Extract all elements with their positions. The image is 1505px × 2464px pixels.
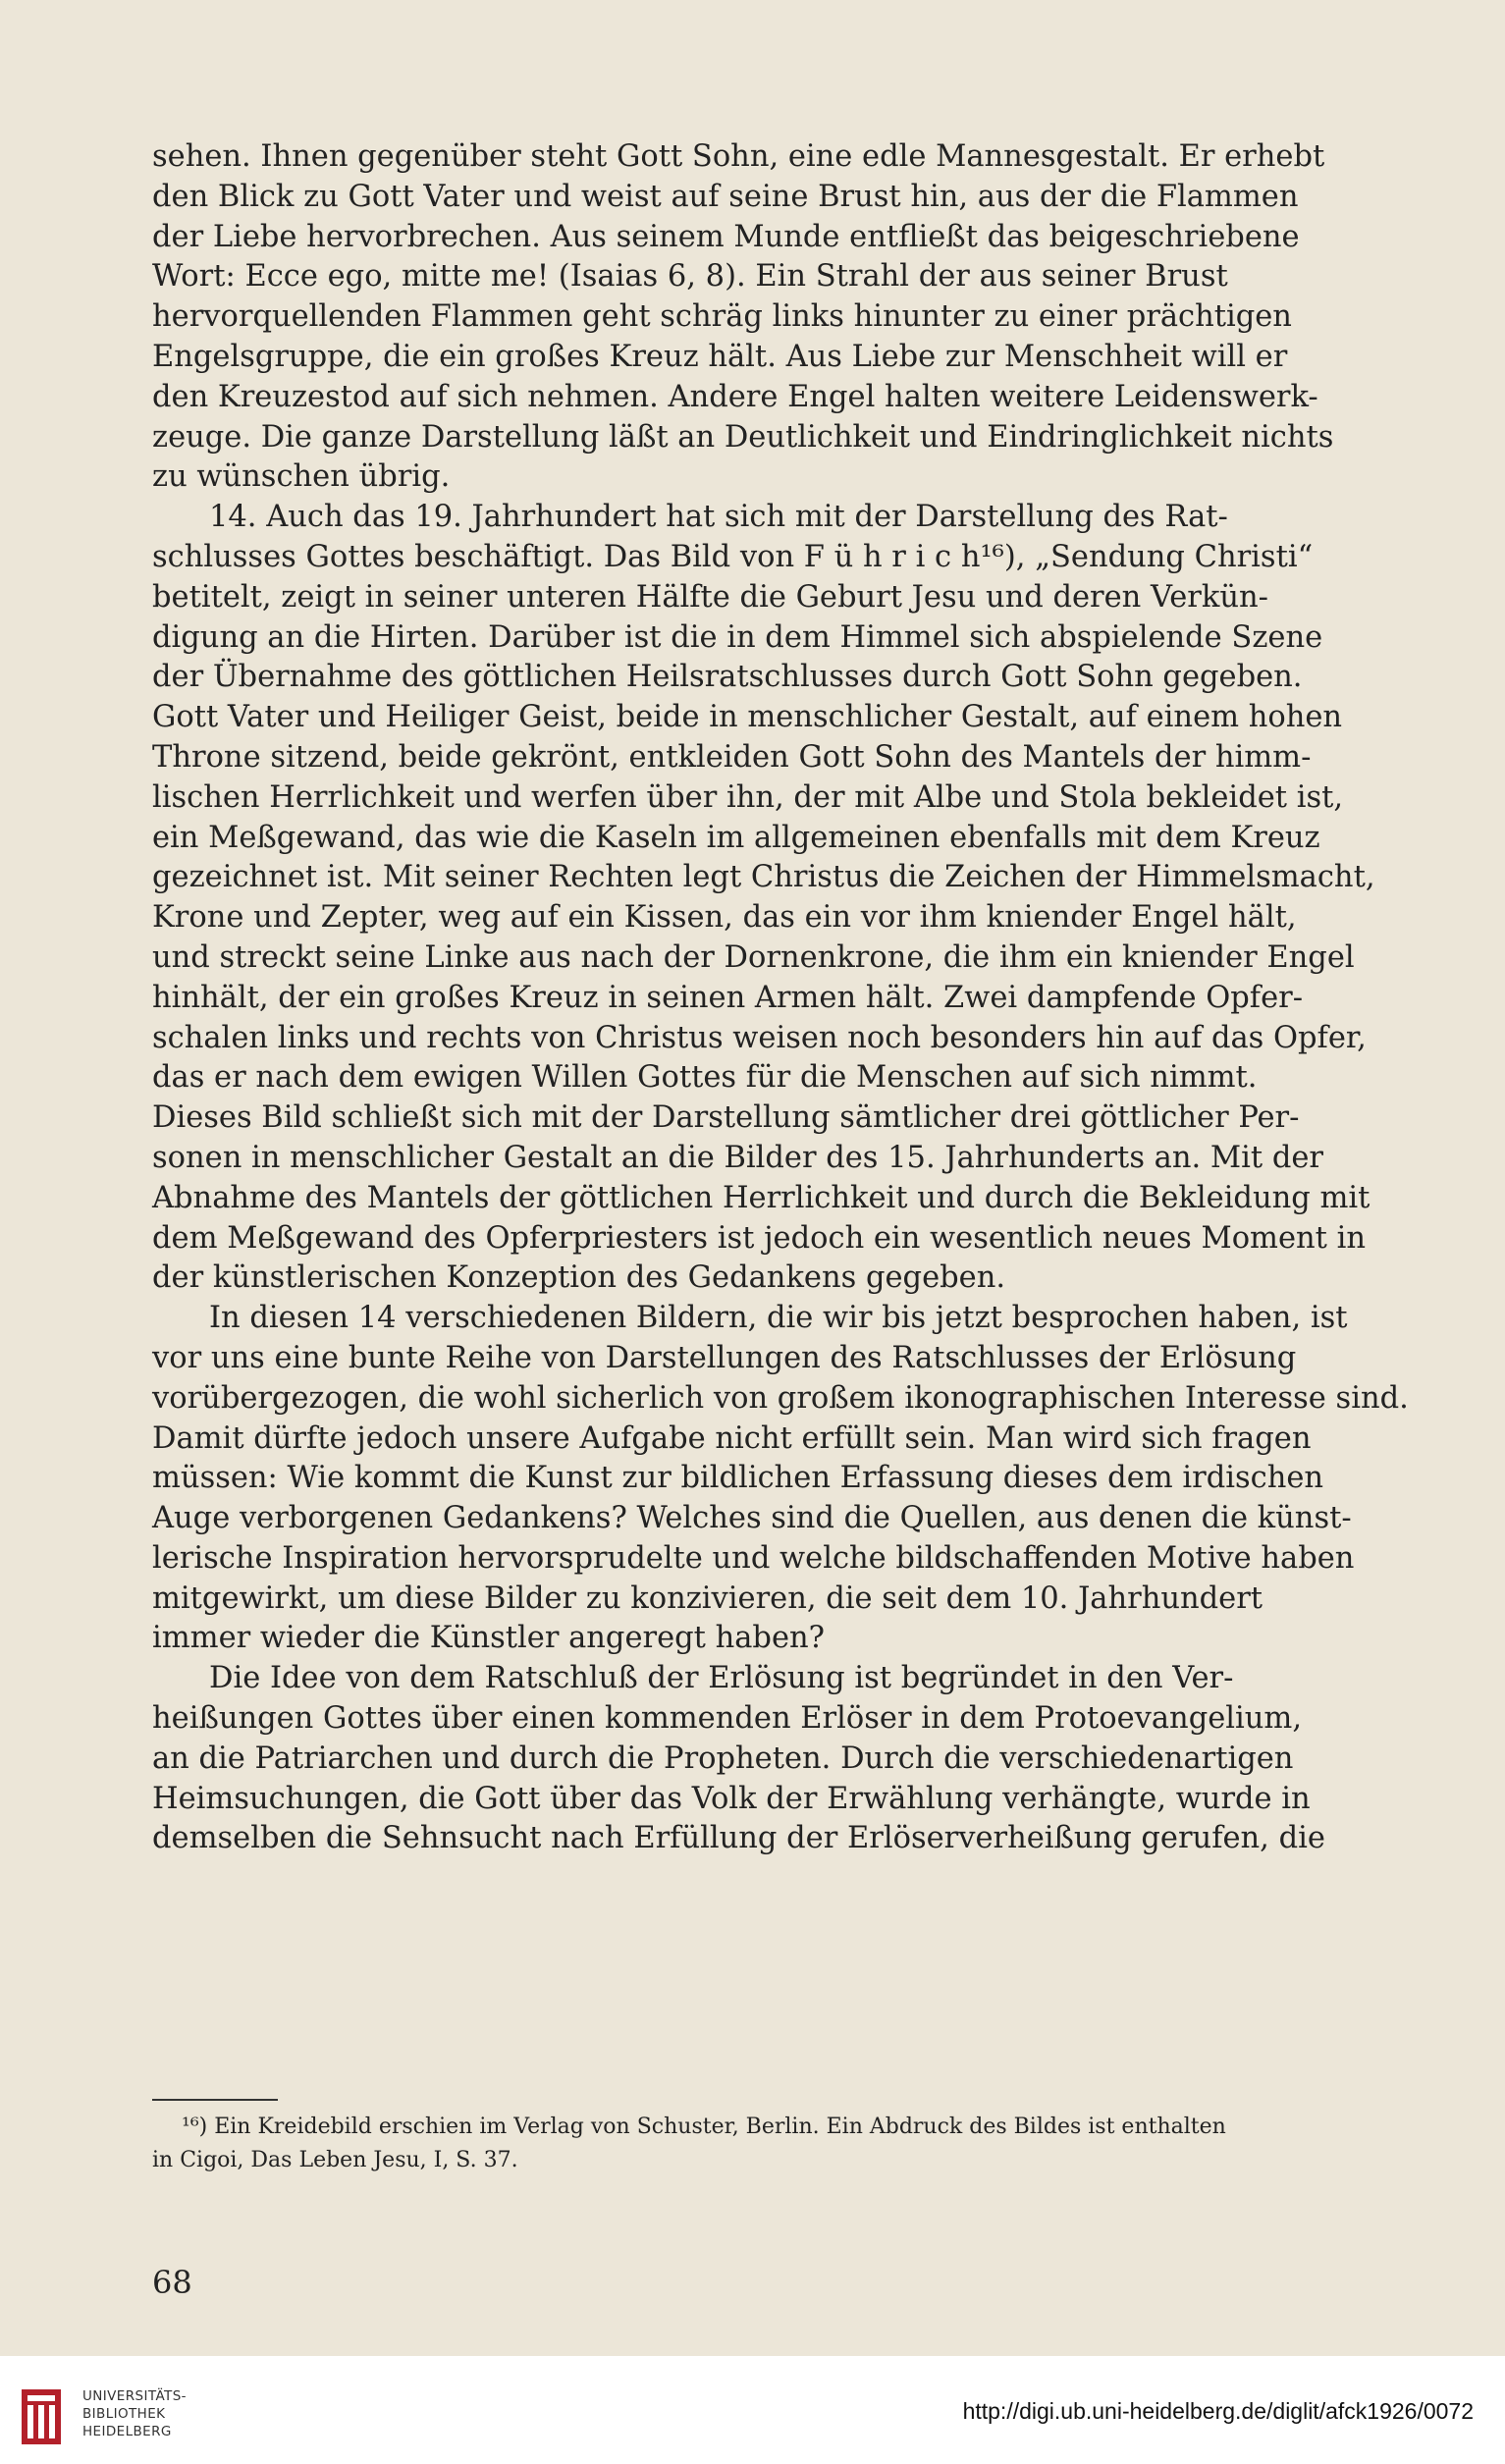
text-line: Krone und Zepter, weg auf ein Kissen, das ein vor ihm kniender Engel hält, — [152, 900, 1297, 936]
text-line: der Übernahme des göttlichen Heilsratschlusses durch Gott Sohn gegeben. — [152, 660, 1303, 695]
text-line: schalen links und rechts von Christus weisen noch besonders hin auf das Opfer, — [152, 1020, 1367, 1055]
text-line: schlusses Gottes beschäftigt. Das Bild von F ü h r i c h¹⁶), „Sendung Christi“ — [152, 539, 1314, 574]
text-line: digung an die Hirten. Darüber ist die in dem Himmel sich abspielende Szene — [152, 619, 1323, 655]
text-line: Engelsgruppe, die ein großes Kreuz hält. Aus Liebe zur Menschheit will er — [152, 339, 1288, 374]
text-line: In diesen 14 verschiedenen Bildern, die wir bis jetzt besprochen haben, ist — [209, 1301, 1348, 1336]
text-line: demselben die Sehnsucht nach Erfüllung der Erlöserverheißung gerufen, die — [152, 1821, 1325, 1856]
text-line: Damit dürfte jedoch unsere Aufgabe nicht erfüllt sein. Man wird sich fragen — [152, 1420, 1312, 1456]
text-line: Wort: Ecce ego, mitte me! (Isaias 6, 8). Ein Strahl der aus seiner Brust — [152, 259, 1228, 295]
text-line: Heimsuchungen, die Gott über das Volk der Erwählung verhängte, wurde in — [152, 1781, 1311, 1816]
university-logo-icon — [20, 2387, 63, 2446]
text-line: dem Meßgewand des Opferpriesters ist jedoch ein wesentlich neues Moment in — [152, 1220, 1367, 1256]
text-line: Die Idee von dem Ratschluß der Erlösung ist begründet in den Ver- — [209, 1661, 1234, 1696]
text-line: hinhält, der ein großes Kreuz in seinen Armen hält. Zwei dampfende Opfer- — [152, 980, 1304, 1015]
text-line: heißungen Gottes über einen kommenden Erlöser in dem Protoevangelium, — [152, 1701, 1303, 1737]
text-line: 14. Auch das 19. Jahrhundert hat sich mit der Darstellung des Rat- — [209, 500, 1228, 535]
text-line: Gott Vater und Heiliger Geist, beide in menschlicher Gestalt, auf einem hohen — [152, 700, 1343, 735]
text-line: der Liebe hervorbrechen. Aus seinem Munde entfließt das beigeschriebene — [152, 219, 1300, 254]
footnote-line: ¹⁶) Ein Kreidebild erschien im Verlag von Schuster, Berlin. Ein Abdruck des Bildes ist enthalten — [182, 2115, 1226, 2139]
paragraph-1 — [152, 137, 1409, 498]
text-line: lerische Inspiration hervorsprudelte und welche bildschaffenden Motive haben — [152, 1540, 1355, 1576]
page-number: 68 — [152, 2264, 192, 2301]
text-line: das er nach dem ewigen Willen Gottes für die Menschen auf sich nimmt. — [152, 1060, 1258, 1096]
text-line: der künstlerischen Konzeption des Gedankens gegeben. — [152, 1260, 1006, 1296]
paragraph-2 — [152, 498, 1409, 1299]
text-line: zeuge. Die ganze Darstellung läßt an Deutlichkeit und Eindringlichkeit nichts — [152, 419, 1334, 455]
footnote-divider — [152, 2099, 278, 2101]
library-name — [82, 2387, 187, 2440]
text-line: Throne sitzend, beide gekrönt, entkleiden Gott Sohn des Mantels der himm- — [152, 739, 1312, 775]
text-line: sehen. Ihnen gegenüber steht Gott Sohn, eine edle Mannesgestalt. Er erhebt — [152, 139, 1325, 174]
text-line: mitgewirkt, um diese Bilder zu konzivieren, die seit dem 10. Jahrhundert — [152, 1580, 1263, 1616]
text-line: immer wieder die Künstler angeregt haben? — [152, 1621, 825, 1656]
library-name-line: BIBLIOTHEK — [82, 2406, 166, 2422]
footnote — [152, 2111, 1409, 2177]
footnote-line: in Cigoi, Das Leben Jesu, I, S. 37. — [152, 2148, 518, 2172]
library-name-line: HEIDELBERG — [82, 2424, 172, 2439]
paragraph-4 — [152, 1659, 1409, 1859]
body-text — [152, 137, 1409, 1859]
text-line: hervorquellenden Flammen geht schräg links hinunter zu einer prächtigen — [152, 299, 1292, 335]
text-line: zu wünschen übrig. — [152, 459, 451, 495]
text-line: Auge verborgenen Gedankens? Welches sind die Quellen, aus denen die künst- — [152, 1501, 1352, 1536]
text-line: vor uns eine bunte Reihe von Darstellungen des Ratschlusses der Erlösung — [152, 1340, 1297, 1375]
text-line: den Blick zu Gott Vater und weist auf seine Brust hin, aus der die Flammen — [152, 179, 1299, 214]
text-line: vorübergezogen, die wohl sicherlich von großem ikonographischen Interesse sind. — [152, 1380, 1409, 1416]
text-line: an die Patriarchen und durch die Propheten. Durch die verschiedenartigen — [152, 1741, 1294, 1776]
text-line: ein Meßgewand, das wie die Kaseln im allgemeinen ebenfalls mit dem Kreuz — [152, 820, 1320, 855]
text-line: müssen: Wie kommt die Kunst zur bildlichen Erfassung dieses dem irdischen — [152, 1461, 1324, 1496]
text-line: und streckt seine Linke aus nach der Dornenkrone, die ihm ein kniender Engel — [152, 939, 1355, 975]
source-url[interactable]: http://digi.ub.uni-heidelberg.de/diglit/afck1926/0072 — [962, 2398, 1474, 2424]
text-line: sonen in menschlicher Gestalt an die Bilder des 15. Jahrhunderts an. Mit der — [152, 1140, 1323, 1175]
text-line: den Kreuzestod auf sich nehmen. Andere Engel halten weitere Leidenswerk- — [152, 379, 1318, 414]
paragraph-3 — [152, 1299, 1409, 1659]
text-line: Dieses Bild schließt sich mit der Darstellung sämtlicher drei göttlicher Per- — [152, 1100, 1300, 1136]
text-line: Abnahme des Mantels der göttlichen Herrlichkeit und durch die Bekleidung mit — [152, 1180, 1371, 1215]
text-line: lischen Herrlichkeit und werfen über ihn, der mit Albe und Stola bekleidet ist, — [152, 779, 1344, 815]
text-line: gezeichnet ist. Mit seiner Rechten legt Christus die Zeichen der Himmelsmacht, — [152, 860, 1375, 895]
library-name-line: UNIVERSITÄTS- — [82, 2388, 187, 2404]
text-line: betitelt, zeigt in seiner unteren Hälfte die Geburt Jesu und deren Verkün- — [152, 579, 1268, 615]
